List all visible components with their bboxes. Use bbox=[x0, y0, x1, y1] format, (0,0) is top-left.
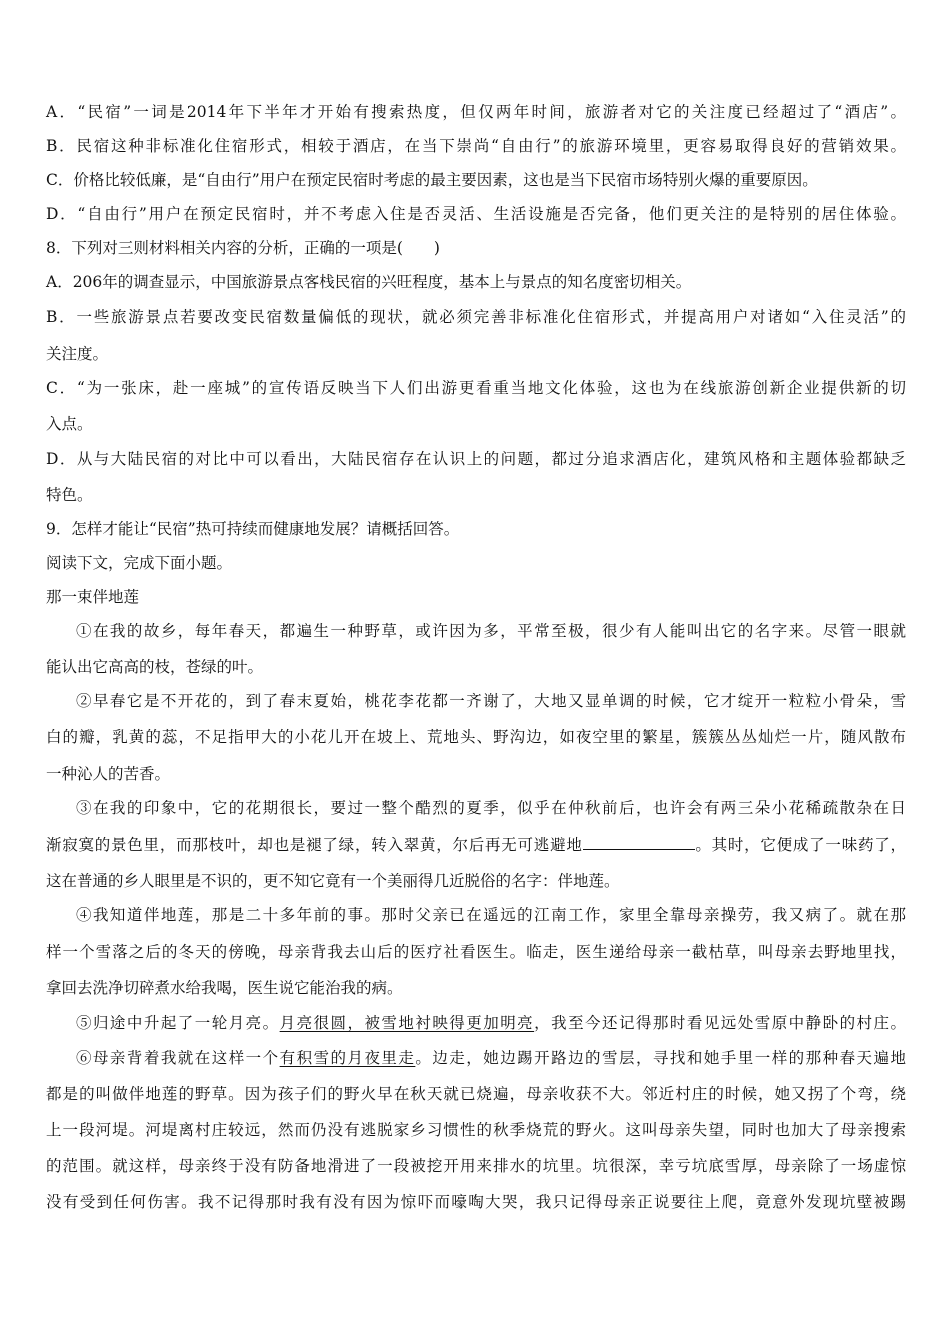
option-8a: A．206年的调查显示，中国旅游景点客栈民宿的兴旺程度，基本上与景点的知名度密切相关。 bbox=[46, 273, 692, 291]
para5-underlined: 月亮很圆，被雪地衬映得更加明亮 bbox=[279, 1014, 535, 1032]
para3-line2 bbox=[46, 834, 906, 856]
para2-line3: 一种沁人的苦香。 bbox=[46, 765, 171, 783]
para4-line2: 样一个雪落之后的冬天的傍晚，母亲背我去山后的医疗社看医生。临走，医生递给母亲一截枯草，叫母亲去野地里找， bbox=[46, 943, 906, 961]
para6-line2: 都是的叫做伴地莲的野草。因为孩子们的野火早在秋天就已烧遍，母亲收获不大。邻近村庄的时候，她又拐了个弯，绕 bbox=[46, 1085, 906, 1103]
para3-line2-after-blank: 。其时，它便成了一味药了， bbox=[694, 836, 906, 854]
para2-line2: 白的瓣，乳黄的蕊，不足指甲大的小花儿开在坡上、荒地头、野沟边，如夜空里的繁星，簇簇丛丛灿烂一片，随风散布 bbox=[46, 728, 906, 746]
option-8b-line2: 关注度。 bbox=[46, 345, 109, 363]
para6-prefix: ⑥母亲背着我就在这样一个 bbox=[76, 1049, 280, 1067]
option-8d-line1: D．从与大陆民宿的对比中可以看出，大陆民宿存在认识上的问题，都过分追求酒店化，建筑风格和主题体验都缺乏 bbox=[46, 450, 906, 468]
para6-line4: 的范围。就这样，母亲终于没有防备地滑进了一段被挖开用来排水的坑里。坑很深，幸亏坑底雪厚，母亲除了一场虚惊 bbox=[46, 1157, 906, 1175]
para5-suffix: ，我至今还记得那时看见远处雪原中静卧的村庄。 bbox=[534, 1014, 906, 1032]
para3-line1: ③在我的印象中，它的花期很长，要过一整个酷烈的夏季，似乎在仲秋前后，也许会有两三朵小花稀疏散杂在日 bbox=[76, 799, 906, 817]
question-9: 9．怎样才能让“民宿”热可持续而健康地发展？请概括回答。 bbox=[46, 520, 460, 538]
para6-line5: 没有受到任何伤害。我不记得那时我有没有因为惊吓而嚎啕大哭，我只记得母亲正说要往上爬，竟意外发现坑壁被踢 bbox=[46, 1193, 906, 1211]
option-8c-line2: 入点。 bbox=[46, 415, 93, 433]
option-7a: A．“民宿”一词是2014年下半年才开始有搜索热度，但仅两年时间，旅游者对它的关注度已经超过了“酒店”。 bbox=[46, 103, 906, 121]
para4-line1: ④我知道伴地莲，那是二十多年前的事。那时父亲已在遥远的江南工作，家里全靠母亲操劳，我又病了。就在那 bbox=[76, 906, 906, 924]
para6-line3: 上一段河堤。河堤离村庄较远，然而仍没有逃脱家乡习惯性的秋季烧荒的野火。这叫母亲失望，同时也加大了母亲搜索 bbox=[46, 1121, 906, 1139]
para1-line2: 能认出它高高的枝，苍绿的叶。 bbox=[46, 658, 264, 676]
option-8d-line2: 特色。 bbox=[46, 486, 93, 504]
para2-line1: ②早春它是不开花的，到了春末夏始，桃花李花都一齐谢了，大地又显单调的时候，它才绽开一粒粒小骨朵，雪 bbox=[76, 692, 906, 710]
para6-suffix: 。边走，她边踢开路边的雪层，寻找和她手里一样的那种春天遍地 bbox=[415, 1049, 906, 1067]
para4-line3: 拿回去洗净切碎煮水给我喝，医生说它能治我的病。 bbox=[46, 979, 403, 997]
option-8c-line1: C．“为一张床，赴一座城”的宣传语反映当下人们出游更看重当地文化体验，这也为在线旅游创新企业提供新的切 bbox=[46, 379, 906, 397]
option-7d: D．“自由行”用户在预定民宿时，并不考虑入住是否灵活、生活设施是否完备，他们更关注的是特别的居住体验。 bbox=[46, 205, 906, 223]
fill-in-blank bbox=[583, 835, 695, 850]
para6-underlined: 有积雪的月夜里走 bbox=[279, 1049, 416, 1067]
para5-prefix: ⑤归途中升起了一轮月亮。 bbox=[76, 1014, 280, 1032]
question-8: 8．下列对三则材料相关内容的分析，正确的一项是( ) bbox=[46, 239, 440, 257]
para3-line3: 这在普通的乡人眼里是不识的，更不知它竟有一个美丽得几近脱俗的名字：伴地莲。 bbox=[46, 872, 620, 890]
para1-line1: ①在我的故乡，每年春天，都遍生一种野草，或许因为多，平常至极，很少有人能叫出它的名字来。尽管一眼就 bbox=[76, 622, 906, 640]
para5-line1 bbox=[76, 1012, 906, 1034]
option-8b-line1: B．一些旅游景点若要改变民宿数量偏低的现状，就必须完善非标准化住宿形式，并提高用户对诸如“入住灵活”的 bbox=[46, 308, 906, 326]
para6-line1 bbox=[76, 1047, 906, 1069]
option-7c: C．价格比较低廉，是“自由行”用户在预定民宿时考虑的最主要因素，这也是当下民宿市场特别火爆的重要原因。 bbox=[46, 171, 818, 189]
reading-instruction: 阅读下文，完成下面小题。 bbox=[46, 554, 233, 572]
option-7b: B．民宿这种非标准化住宿形式，相较于酒店，在当下崇尚“自由行”的旅游环境里，更容易取得良好的营销效果。 bbox=[46, 137, 906, 155]
para3-line2-before-blank: 渐寂寞的景色里，而那枝叶，却也是褪了绿，转入翠黄，尔后再无可逃避地 bbox=[46, 836, 583, 854]
article-title: 那一束伴地莲 bbox=[46, 588, 140, 606]
